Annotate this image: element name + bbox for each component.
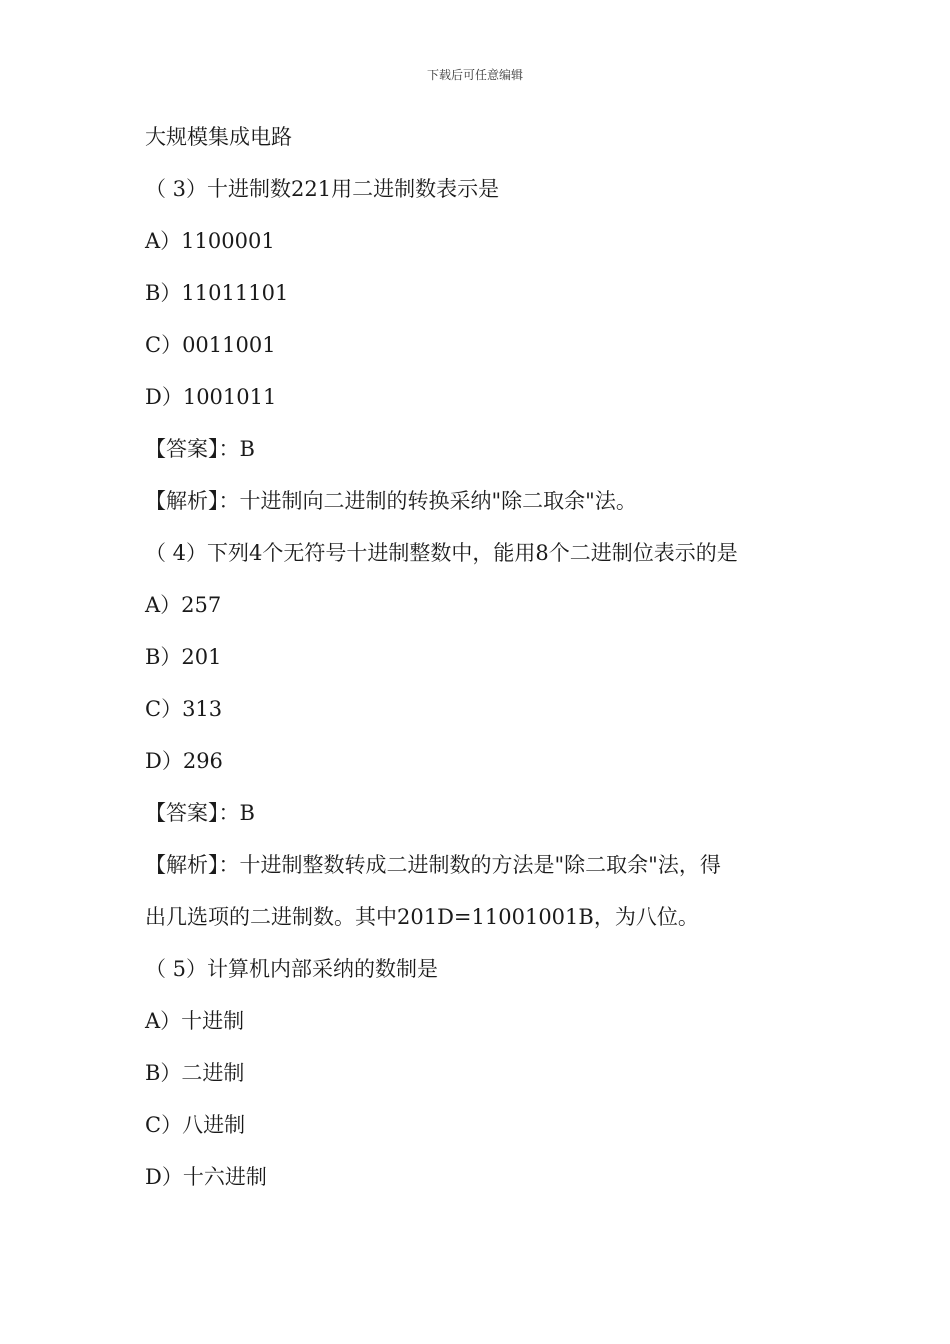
question-3-option-c: C）0011001: [145, 333, 276, 357]
question-3-explanation: 【解析】：十进制向二进制的转换采纳"除二取余"法。: [145, 489, 637, 513]
question-5-stem: （ 5）计算机内部采纳的数制是: [145, 957, 439, 981]
question-4-option-a: A）257: [145, 593, 222, 617]
question-4-answer: 【答案】：B: [145, 801, 255, 825]
text-line-heading: 大规模集成电路: [145, 125, 292, 149]
page-header: 下载后可任意编辑: [426, 68, 523, 82]
question-4-option-b: B）201: [145, 645, 222, 669]
question-3-option-d: D）1001011: [145, 385, 277, 409]
question-4-stem: （ 4）下列4个无符号十进制整数中，能用8个二进制位表示的是: [145, 541, 738, 565]
question-4-explanation-line-2: 出几选项的二进制数。其中201D=11001001B，为八位。: [145, 905, 699, 929]
document-body: [145, 116, 825, 1208]
question-5-option-a: A）十进制: [145, 1009, 245, 1033]
question-3-answer: 【答案】：B: [145, 437, 255, 461]
question-4-explanation-line-1: 【解析】：十进制整数转成二进制数的方法是"除二取余"法，得: [145, 853, 721, 877]
question-5-option-b: B）二进制: [145, 1061, 245, 1085]
question-3-option-b: B）11011101: [145, 281, 289, 305]
question-4-option-d: D）296: [145, 749, 223, 773]
question-4-option-c: C）313: [145, 697, 223, 721]
question-3-stem: （ 3）十进制数221用二进制数表示是: [145, 177, 500, 201]
question-5-option-c: C）八进制: [145, 1113, 246, 1137]
question-3-option-a: A）1100001: [145, 229, 275, 253]
question-5-option-d: D）十六进制: [145, 1165, 267, 1189]
